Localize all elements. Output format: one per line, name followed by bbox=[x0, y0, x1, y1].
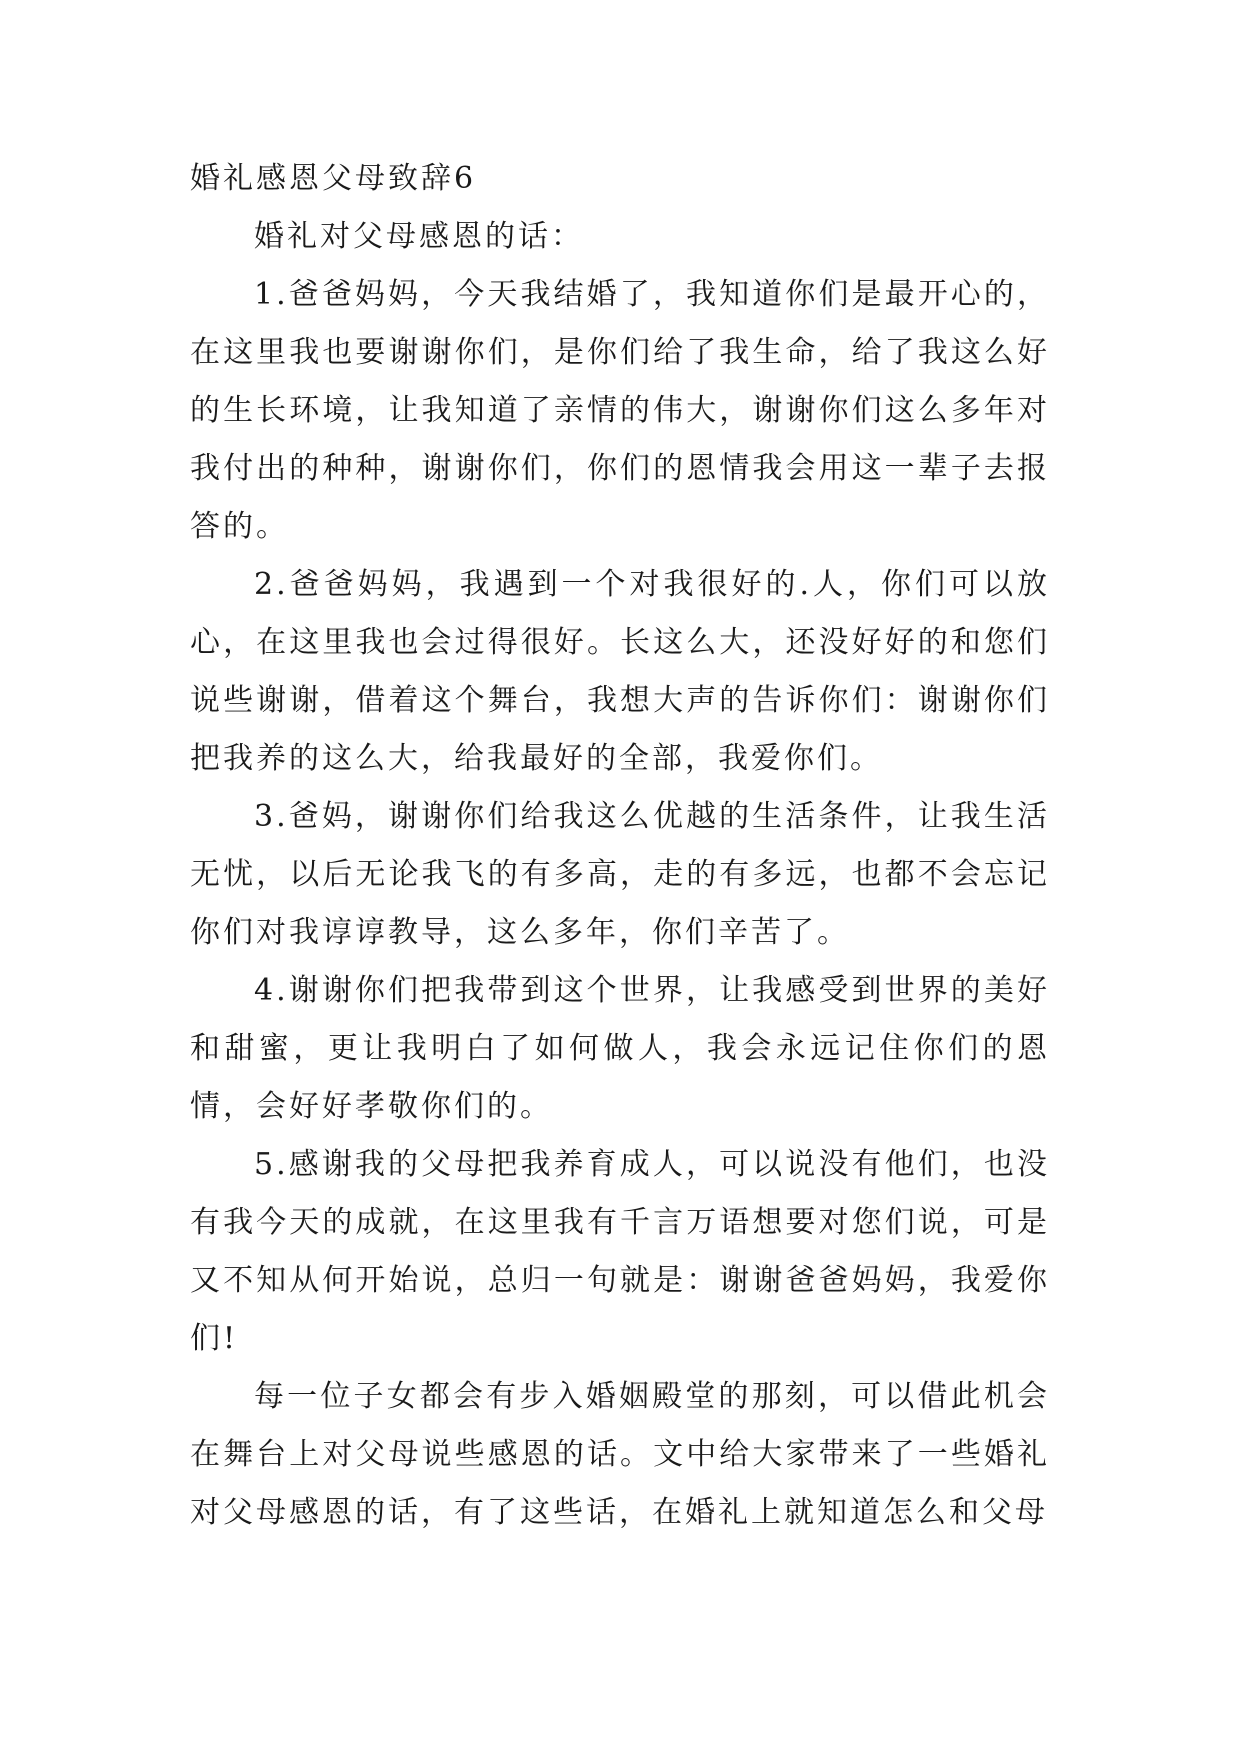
paragraph-item-5: 5.感谢我的父母把我养育成人，可以说没有他们，也没有我今天的成就，在这里我有千言万语想要对您们说，可是又不知从何开始说，总归一句就是：谢谢爸爸妈妈，我爱你们! bbox=[190, 1147, 1050, 1356]
document-title: 婚礼感恩父母致辞6 bbox=[190, 161, 477, 196]
document-page bbox=[190, 150, 1050, 1542]
paragraph-item-2: 2.爸爸妈妈，我遇到一个对我很好的.人，你们可以放心，在这里我也会过得很好。长这么大，还没好好的和您们说些谢谢，借着这个舞台，我想大声的告诉你们：谢谢你们把我养的这么大，给我最好的全部，我爱你们。 bbox=[190, 567, 1050, 776]
intro-heading: 婚礼对父母感恩的话： bbox=[254, 219, 584, 254]
paragraph-item-4: 4.谢谢你们把我带到这个世界，让我感受到世界的美好和甜蜜，更让我明白了如何做人，我会永远记住你们的恩情，会好好孝敬你们的。 bbox=[190, 973, 1050, 1124]
paragraph-item-1: 1.爸爸妈妈，今天我结婚了，我知道你们是最开心的，在这里我也要谢谢你们，是你们给了我生命，给了我这么好的生长环境，让我知道了亲情的伟大，谢谢你们这么多年对我付出的种种，谢谢你们，你们的恩情我会用这一辈子去报答的。 bbox=[190, 277, 1050, 544]
closing-paragraph: 每一位子女都会有步入婚姻殿堂的那刻，可以借此机会在舞台上对父母说些感恩的话。文中给大家带来了一些婚礼对父母感恩的话，有了这些话，在婚礼上就知道怎么和父母 bbox=[190, 1379, 1050, 1530]
paragraph-item-3: 3.爸妈，谢谢你们给我这么优越的生活条件，让我生活无忧，以后无论我飞的有多高，走的有多远，也都不会忘记你们对我谆谆教导，这么多年，你们辛苦了。 bbox=[190, 799, 1050, 950]
